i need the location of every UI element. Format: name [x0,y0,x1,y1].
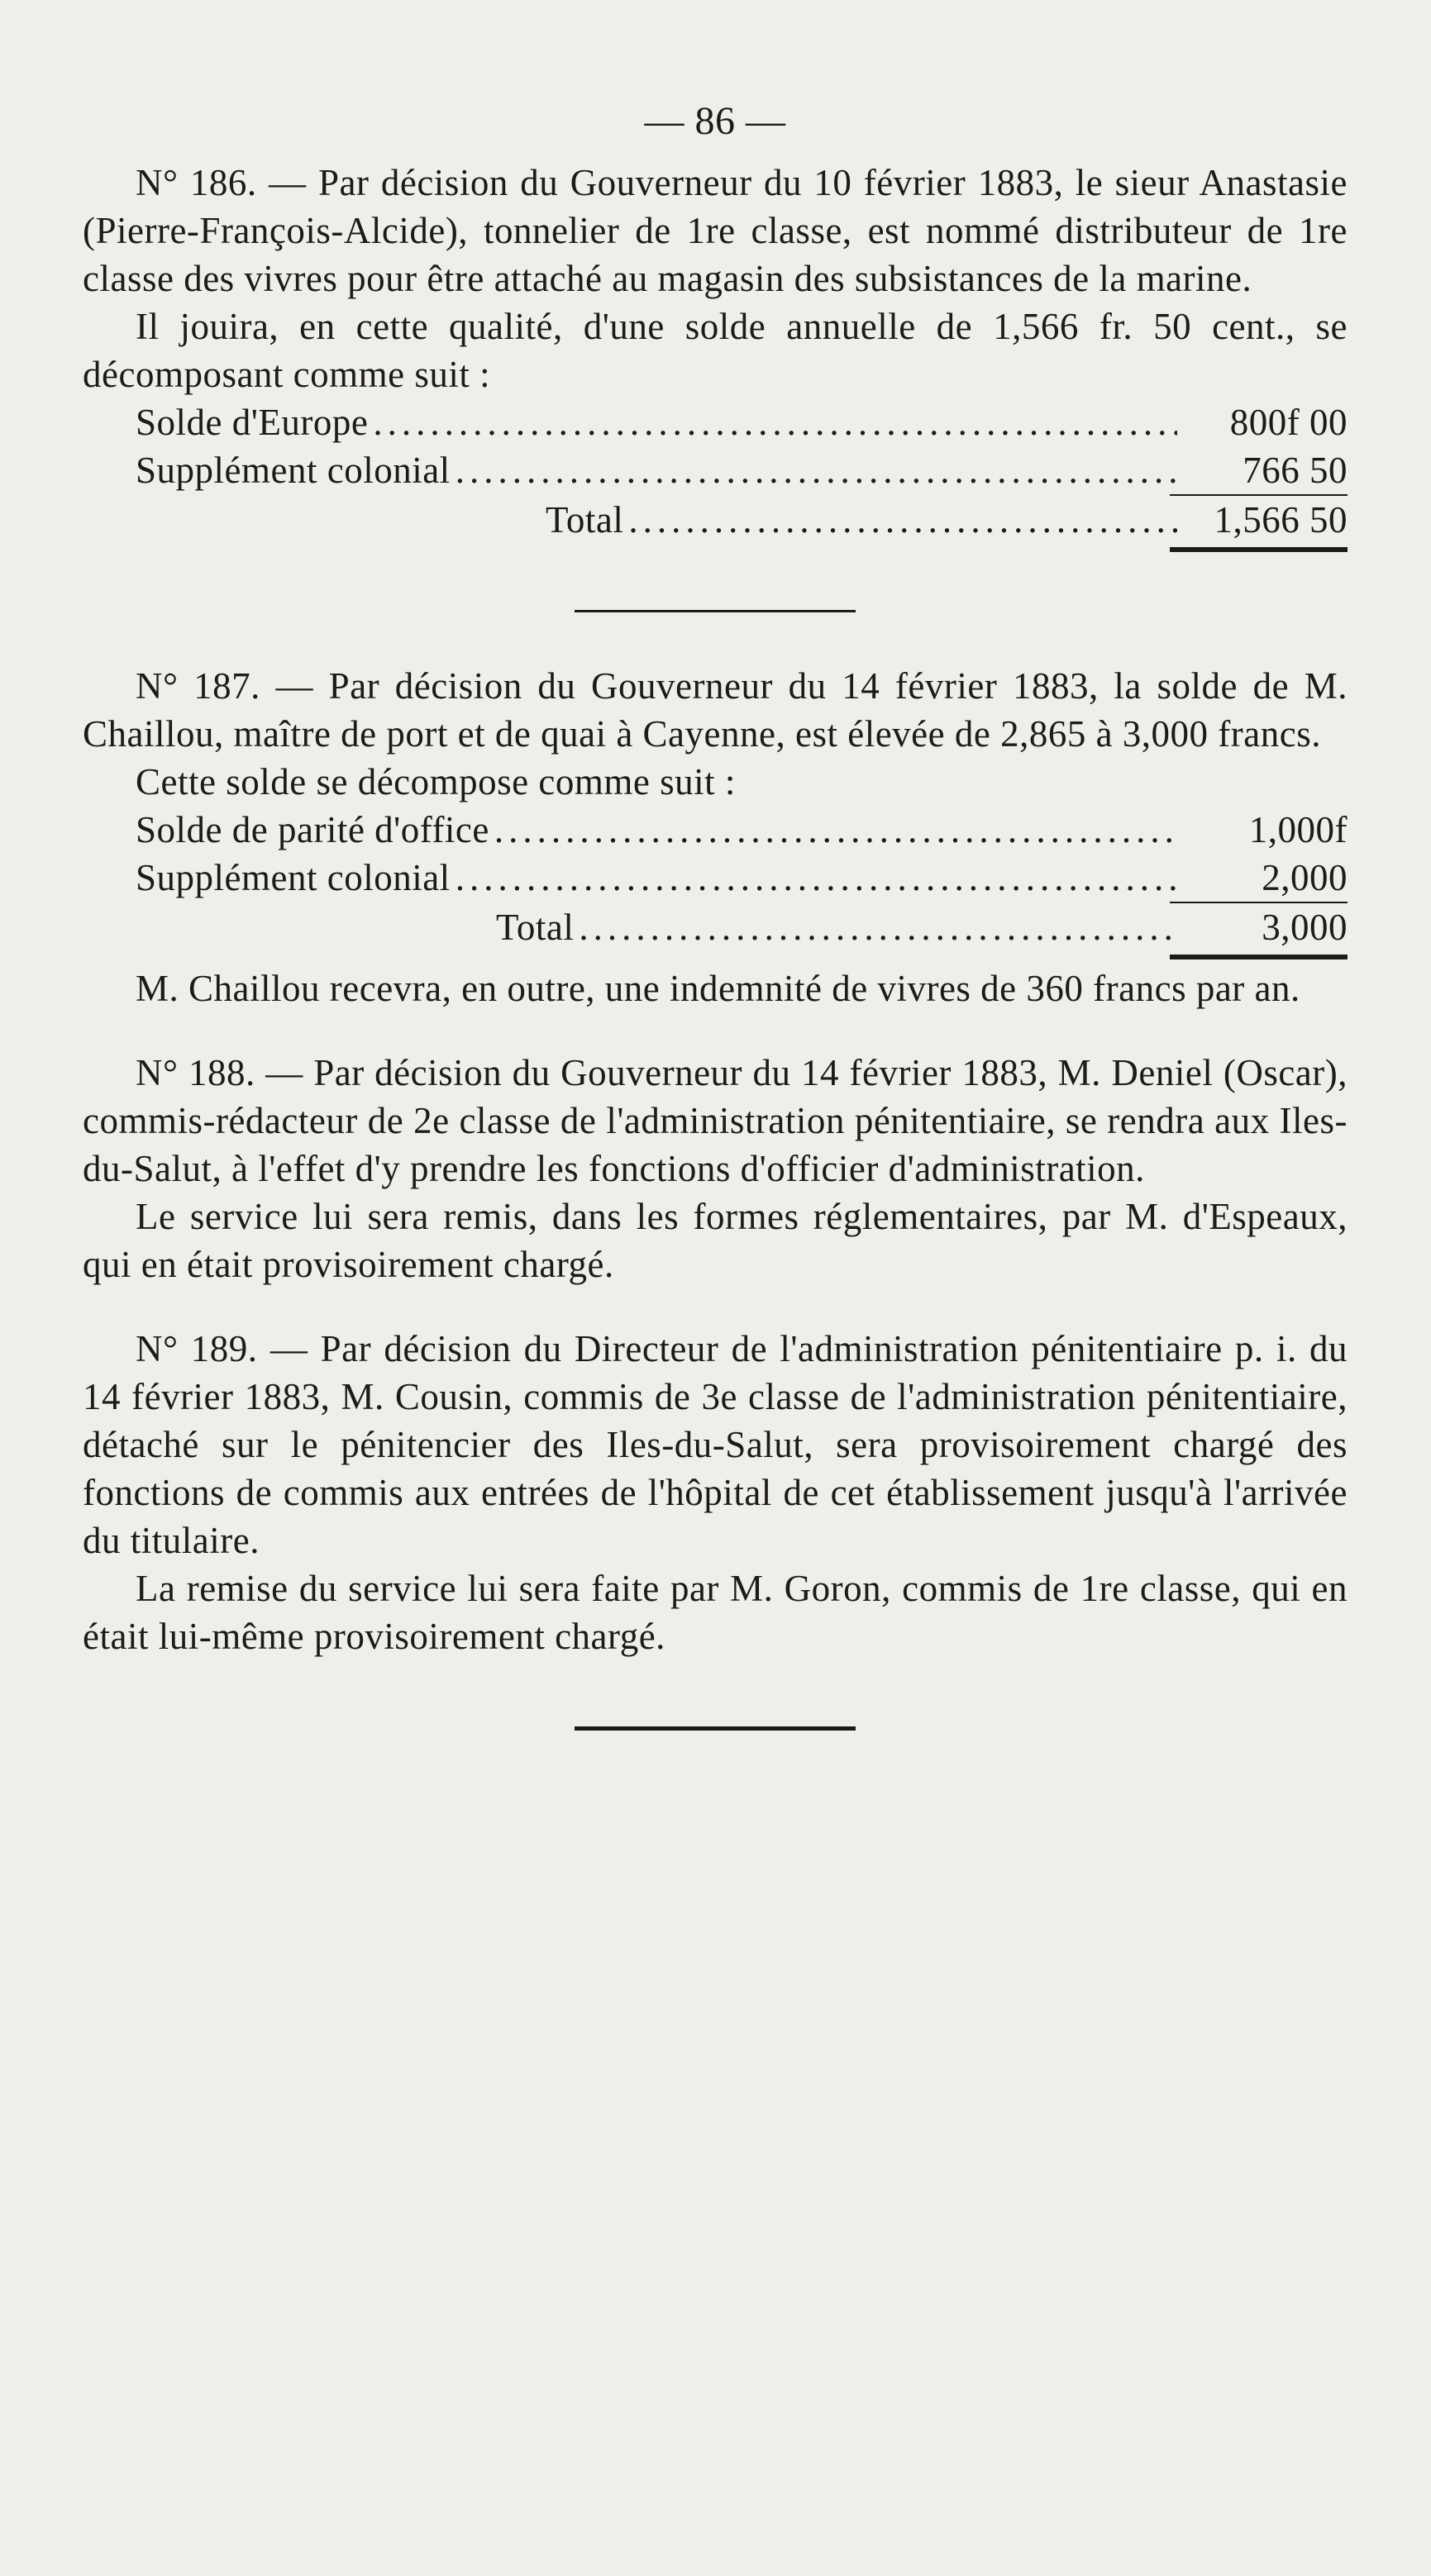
entry-187-note: M. Chaillou recevra, en outre, une indemnité de vivres de 360 francs par an. [136,968,1300,1009]
row-label: Solde d'Europe [136,402,369,443]
row-label: Solde de parité d'office [136,809,489,850]
entry-186-total [83,496,1348,544]
row-amount: 2,000 [1262,857,1348,898]
document-page [83,98,1348,1731]
entry-186-row-2 [83,446,1348,494]
entry-189-paragraph-1: N° 189. — Par décision du Directeur de l'administration pénitentiaire p. i. du 14 février 1883, M. Cousin, commis de 3e classe de l'administration pénitentiaire, détaché sur le pénitencier des Iles-du-Salut, sera provisoirement chargé des fonctions de commis aux entrées de l'hôpital de cet établissement jusqu'à l'arrivée du titulaire. [83,1328,1348,1561]
leader-dots [456,446,1177,494]
leader-dots [373,398,1177,446]
entry-189 [83,1325,1348,1660]
leader-dots [579,903,1177,951]
entry-186-row-1 [83,398,1348,446]
row-label: Supplément colonial [136,857,451,898]
total-rule [1170,547,1348,552]
entry-187-paragraph-2: Cette solde se décompose comme suit : [136,761,736,802]
page-number: — 86 — [644,99,786,143]
entry-187 [83,662,1348,1012]
total-label: Total [546,499,624,540]
entry-186-paragraph-2: Il jouira, en cette qualité, d'une solde annuelle de 1,566 fr. 50 cent., se décomposant comme suit : [83,306,1348,395]
entry-187-row-2 [83,854,1348,902]
end-rule [575,1726,856,1731]
leader-dots [456,854,1177,902]
row-amount: 800f 00 [1229,402,1348,443]
total-amount: 3,000 [1262,907,1348,948]
total-rule [1170,955,1348,959]
entry-187-total [83,903,1348,951]
section-separator [575,610,856,612]
row-amount: 766 50 [1243,450,1348,491]
row-amount: 1,000f [1248,809,1348,850]
entry-188-paragraph-2: Le service lui sera remis, dans les formes réglementaires, par M. d'Espeaux, qui en était provisoirement chargé. [83,1196,1348,1285]
entry-187-paragraph-1: N° 187. — Par décision du Gouverneur du 14 février 1883, la solde de M. Chaillou, maître de port et de quai à Cayenne, est élevée de 2,865 à 3,000 francs. [83,665,1348,755]
entry-186-paragraph-1: N° 186. — Par décision du Gouverneur du 10 février 1883, le sieur Anastasie (Pierre-François-Alcide), tonnelier de 1re classe, est nommé distributeur de 1re classe des vivres pour être attaché au magasin des subsistances de la marine. [83,162,1348,299]
leader-dots [494,806,1177,854]
entry-188-paragraph-1: N° 188. — Par décision du Gouverneur du 14 février 1883, M. Deniel (Oscar), commis-rédacteur de 2e classe de l'administration pénitentiaire, se rendra aux Iles-du-Salut, à l'effet d'y prendre les fonctions d'officier d'administration. [83,1052,1348,1189]
total-label: Total [496,907,575,948]
entry-187-row-1 [83,806,1348,854]
entry-189-paragraph-2: La remise du service lui sera faite par M. Goron, commis de 1re classe, qui en était lui-même provisoirement chargé. [83,1568,1348,1657]
total-amount: 1,566 50 [1214,499,1348,540]
leader-dots [628,496,1177,544]
entry-186 [83,159,1348,552]
entry-188 [83,1049,1348,1288]
row-label: Supplément colonial [136,450,451,491]
